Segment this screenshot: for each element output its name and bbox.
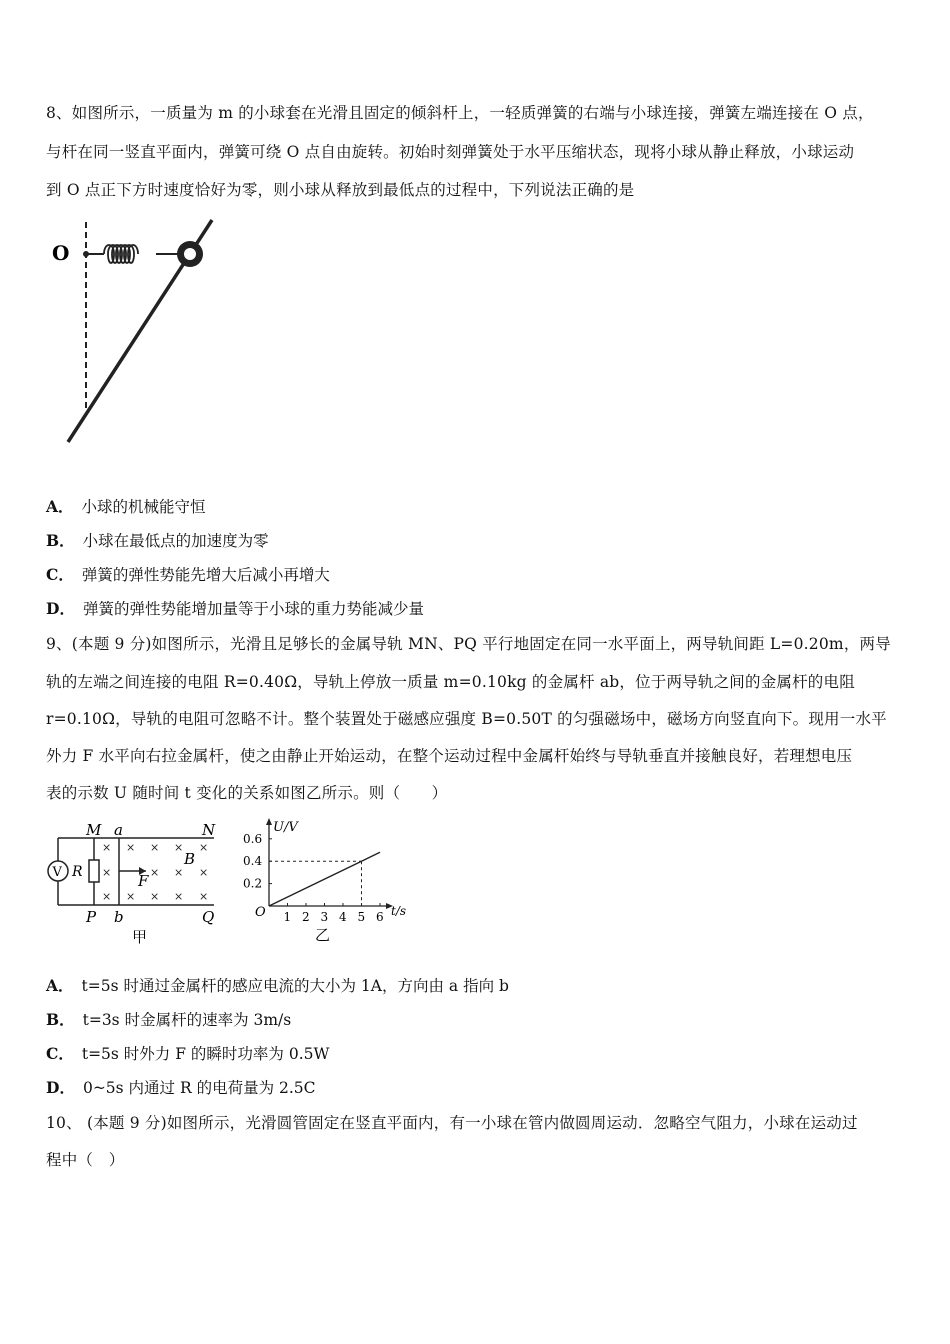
q9-option-a-text: t=5s 时通过金属杆的感应电流的大小为 1A，方向由 a 指向 b [81, 977, 509, 995]
svg-text:×: × [199, 890, 209, 903]
q9-line-2: 轨的左端之间连接的电阻 R=0.40Ω，导轨上停放一质量 m=0.10kg 的金属杆 ab，位于两导轨之间的金属杆的电阻 [46, 673, 855, 691]
y-tick-label: 0.2 [243, 876, 263, 891]
q9-option-a-key: A． [46, 976, 74, 995]
q8-option-b-text: 小球在最低点的加速度为零 [82, 532, 269, 550]
x-tick-label: 4 [339, 910, 347, 924]
q8-option-b [46, 529, 269, 551]
svg-text:×: × [199, 841, 209, 854]
q9-line-1: 9、(本题 9 分)如图所示，光滑且足够长的金属导轨 MN、PQ 平行地固定在同一水平面上，两导轨间距 L=0.20m，两导 [46, 635, 891, 653]
y-tick-label: 0.6 [243, 831, 263, 846]
q8-option-d [46, 597, 424, 619]
q10-line-2: 程中（ ） [46, 1151, 125, 1169]
jia-label-b: b [114, 908, 124, 926]
q9-line-4: 外力 F 水平向右拉金属杆，使之由静止开始运动，在整个运动过程中金属杆始终与导轨垂直并接触良好，若理想电压 [46, 747, 853, 765]
q9-option-d-text: 0~5s 内通过 R 的电荷量为 2.5C [82, 1079, 316, 1097]
chart-ylabel: U/V [273, 820, 298, 835]
svg-text:×: × [150, 890, 160, 903]
jia-label-B: B [184, 850, 196, 868]
chart-origin: O [255, 905, 266, 920]
q9-option-a [46, 974, 509, 996]
q8-option-c-text: 弹簧的弹性势能先增大后减小再增大 [81, 566, 330, 584]
q9-option-c-key: C． [46, 1044, 74, 1063]
jia-resistor [89, 860, 99, 882]
jia-label-M: M [86, 821, 102, 839]
q9-figure-jia [44, 818, 229, 948]
q8-option-c-key: C． [46, 565, 74, 584]
svg-text:×: × [150, 866, 160, 879]
svg-text:×: × [199, 866, 209, 879]
jia-label-Q: Q [202, 908, 215, 926]
chart-caption: 乙 [315, 926, 331, 944]
jia-label-N: N [202, 821, 216, 839]
q9-option-b-text: t=3s 时金属杆的速率为 3m/s [82, 1011, 292, 1029]
x-tick-label: 6 [376, 910, 384, 924]
jia-label-F: F [138, 872, 149, 890]
q9-line-5: 表的示数 U 随时间 t 变化的关系如图乙所示。则（ ） [46, 784, 448, 802]
jia-label-P: P [86, 908, 97, 926]
svg-text:×: × [102, 841, 112, 854]
svg-text:×: × [150, 841, 160, 854]
series-line [269, 852, 380, 906]
q8-option-a-text: 小球的机械能守恒 [81, 498, 206, 516]
svg-text:×: × [102, 866, 112, 879]
q9-chart-yi [235, 815, 415, 947]
q8-line-1: 8、如图所示，一质量为 m 的小球套在光滑且固定的倾斜杆上，一轻质弹簧的右端与小球连接，弹簧左端连接在 O 点， [46, 104, 874, 122]
q9-option-c-text: t=5s 时外力 F 的瞬时功率为 0.5W [81, 1045, 330, 1063]
jia-label-R: R [72, 864, 83, 880]
q9-option-d-key: D． [46, 1078, 75, 1097]
q8-figure [40, 210, 240, 450]
jia-caption: 甲 [132, 928, 148, 946]
q8-label-O: O [52, 241, 70, 265]
q8-ball-highlight [184, 248, 196, 260]
svg-text:×: × [102, 890, 112, 903]
q8-line-3: 到 O 点正下方时速度恰好为零，则小球从释放到最低点的过程中，下列说法正确的是 [46, 181, 635, 199]
x-tick-label: 1 [283, 910, 292, 924]
x-tick-label: 5 [357, 910, 366, 924]
jia-label-V: V [52, 865, 62, 880]
svg-text:×: × [126, 841, 136, 854]
chart-y-arrow [266, 818, 272, 825]
jia-label-a: a [114, 821, 123, 839]
q8-option-a [46, 495, 206, 517]
q10-line-1: 10、 (本题 9 分)如图所示，光滑圆管固定在竖直平面内，有一小球在管内做圆周运动．忽略空气阻力，小球在运动过 [46, 1114, 858, 1132]
q8-option-b-key: B． [46, 531, 75, 550]
q9-line-3: r=0.10Ω，导轨的电阻可忽略不计。整个装置处于磁感应强度 B=0.50T 的匀强磁场中，磁场方向竖直向下。现用一水平 [46, 710, 887, 728]
q9-option-c [46, 1042, 329, 1064]
q8-option-a-key: A． [46, 497, 74, 516]
svg-text:×: × [126, 890, 136, 903]
x-tick-label: 3 [320, 910, 329, 924]
q9-option-b [46, 1008, 291, 1030]
q9-option-d [46, 1076, 316, 1098]
q9-option-b-key: B． [46, 1010, 75, 1029]
svg-text:×: × [174, 866, 184, 879]
svg-text:×: × [174, 841, 184, 854]
q8-option-c [46, 563, 330, 585]
q8-option-d-text: 弹簧的弹性势能增加量等于小球的重力势能减少量 [82, 600, 424, 618]
y-tick-label: 0.4 [243, 854, 263, 869]
q8-spring-coil [104, 245, 138, 263]
q8-line-2: 与杆在同一竖直平面内，弹簧可绕 O 点自由旋转。初始时刻弹簧处于水平压缩状态，现将小球从静止释放，小球运动 [46, 143, 855, 161]
chart-xlabel: t/s [391, 904, 407, 918]
svg-text:×: × [174, 890, 184, 903]
q8-option-d-key: D． [46, 599, 75, 618]
x-tick-label: 2 [302, 910, 310, 924]
